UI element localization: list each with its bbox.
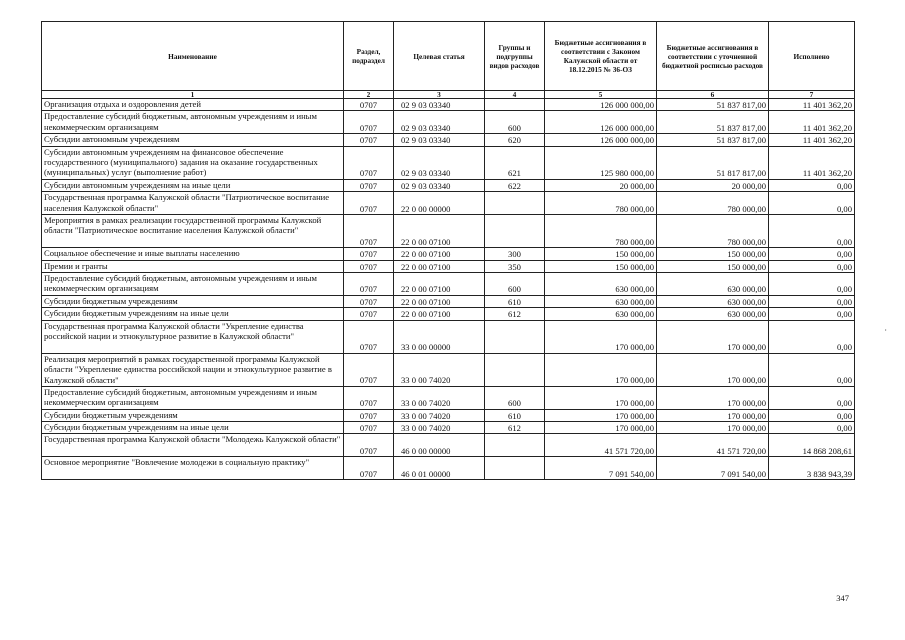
- cell-law: 126 000 000,00: [545, 134, 657, 146]
- cell-executed: 0,00: [769, 353, 855, 386]
- table-row: [42, 111, 855, 134]
- cell-executed: 11 401 362,20: [769, 134, 855, 146]
- cell-name: Предоставление субсидий бюджетным, автономным учреждениям и иным некоммерческим организациям: [42, 272, 344, 295]
- header-target: Целевая статья: [394, 22, 485, 91]
- table-row: [42, 146, 855, 179]
- cell-name: Субсидии автономным учреждениям на финансовое обеспечение государственного (муниципального) задания на оказание государственных (муниципальных) услуг (выполнение работ): [42, 146, 344, 179]
- page-number: 347: [836, 593, 849, 603]
- cell-section: 0707: [344, 192, 394, 215]
- cell-section: 0707: [344, 272, 394, 295]
- table-row: [42, 295, 855, 307]
- table-body: [42, 99, 855, 480]
- cell-refined: 170 000,00: [657, 422, 769, 434]
- cell-name: Премии и гранты: [42, 260, 344, 272]
- cell-name: Субсидии бюджетным учреждениям: [42, 409, 344, 421]
- cell-executed: 0,00: [769, 308, 855, 320]
- cell-section: 0707: [344, 260, 394, 272]
- cell-group: [485, 457, 545, 480]
- cell-refined: 51 837 817,00: [657, 111, 769, 134]
- cell-refined: 170 000,00: [657, 353, 769, 386]
- cell-name: Субсидии бюджетным учреждениям: [42, 295, 344, 307]
- cell-name: Субсидии бюджетным учреждениям на иные цели: [42, 308, 344, 320]
- cell-section: 0707: [344, 214, 394, 247]
- scan-dot: ·: [884, 326, 887, 335]
- cell-group: 600: [485, 272, 545, 295]
- cell-refined: 630 000,00: [657, 295, 769, 307]
- cell-refined: 150 000,00: [657, 248, 769, 260]
- header-name: Наименование: [42, 22, 344, 91]
- cell-name: Основное мероприятие "Вовлечение молодежи в социальную практику": [42, 457, 344, 480]
- cell-refined: 150 000,00: [657, 260, 769, 272]
- cell-executed: 0,00: [769, 422, 855, 434]
- cell-target: 33 0 00 74020: [394, 386, 485, 409]
- table-row: [42, 386, 855, 409]
- cell-executed: 0,00: [769, 320, 855, 353]
- cell-refined: 780 000,00: [657, 192, 769, 215]
- cell-executed: 11 401 362,20: [769, 99, 855, 111]
- cell-law: 170 000,00: [545, 422, 657, 434]
- cell-target: 22 0 00 07100: [394, 295, 485, 307]
- cell-executed: 0,00: [769, 386, 855, 409]
- cell-law: 170 000,00: [545, 353, 657, 386]
- cell-name: Субсидии автономным учреждениям: [42, 134, 344, 146]
- cell-target: 33 0 00 74020: [394, 409, 485, 421]
- cell-section: 0707: [344, 434, 394, 457]
- cell-section: 0707: [344, 409, 394, 421]
- column-number-row: [42, 91, 855, 99]
- table-row: [42, 353, 855, 386]
- budget-table: [41, 21, 855, 480]
- cell-law: 150 000,00: [545, 248, 657, 260]
- table-row: [42, 434, 855, 457]
- cell-section: 0707: [344, 134, 394, 146]
- cell-section: 0707: [344, 248, 394, 260]
- column-number: 2: [344, 91, 394, 99]
- table-row: [42, 308, 855, 320]
- cell-target: 22 0 00 07100: [394, 214, 485, 247]
- cell-refined: 170 000,00: [657, 386, 769, 409]
- cell-target: 22 0 00 00000: [394, 192, 485, 215]
- cell-section: 0707: [344, 422, 394, 434]
- cell-target: 02 9 03 03340: [394, 99, 485, 111]
- cell-target: 33 0 00 00000: [394, 320, 485, 353]
- cell-section: 0707: [344, 353, 394, 386]
- table-row: [42, 99, 855, 111]
- header-law: Бюджетные ассигнования в соответствии с Законом Калужской области от 18.12.2015 № 36-ОЗ: [545, 22, 657, 91]
- table-row: [42, 422, 855, 434]
- cell-group: 300: [485, 248, 545, 260]
- cell-executed: 14 868 208,61: [769, 434, 855, 457]
- cell-group: 350: [485, 260, 545, 272]
- cell-refined: 51 817 817,00: [657, 146, 769, 179]
- cell-group: [485, 320, 545, 353]
- cell-group: [485, 353, 545, 386]
- cell-section: 0707: [344, 99, 394, 111]
- cell-target: 22 0 00 07100: [394, 260, 485, 272]
- column-number: 5: [545, 91, 657, 99]
- cell-law: 7 091 540,00: [545, 457, 657, 480]
- cell-executed: 0,00: [769, 248, 855, 260]
- table-row: [42, 214, 855, 247]
- budget-table-container: [41, 21, 854, 480]
- cell-group: 600: [485, 386, 545, 409]
- cell-group: 600: [485, 111, 545, 134]
- cell-section: 0707: [344, 457, 394, 480]
- cell-law: 170 000,00: [545, 320, 657, 353]
- table-row: [42, 260, 855, 272]
- cell-executed: 0,00: [769, 272, 855, 295]
- cell-group: 621: [485, 146, 545, 179]
- column-number: 4: [485, 91, 545, 99]
- cell-section: 0707: [344, 295, 394, 307]
- cell-section: 0707: [344, 111, 394, 134]
- cell-law: 170 000,00: [545, 386, 657, 409]
- cell-target: 22 0 00 07100: [394, 308, 485, 320]
- cell-name: Государственная программа Калужской области "Молодежь Калужской области": [42, 434, 344, 457]
- column-number: 3: [394, 91, 485, 99]
- header-groups: Группы и подгруппы видов расходов: [485, 22, 545, 91]
- cell-name: Государственная программа Калужской области "Укрепление единства российской нации и этнокультурное развитие в Калужской области": [42, 320, 344, 353]
- column-number: 1: [42, 91, 344, 99]
- header-row: [42, 22, 855, 91]
- column-number: 6: [657, 91, 769, 99]
- cell-executed: 0,00: [769, 214, 855, 247]
- cell-refined: 170 000,00: [657, 409, 769, 421]
- cell-law: 780 000,00: [545, 192, 657, 215]
- cell-law: 41 571 720,00: [545, 434, 657, 457]
- table-row: [42, 179, 855, 191]
- cell-group: [485, 214, 545, 247]
- cell-refined: 51 837 817,00: [657, 99, 769, 111]
- cell-executed: 11 401 362,20: [769, 146, 855, 179]
- cell-law: 630 000,00: [545, 308, 657, 320]
- cell-group: [485, 434, 545, 457]
- cell-refined: 41 571 720,00: [657, 434, 769, 457]
- cell-name: Государственная программа Калужской области "Патриотическое воспитание населения Калужской области": [42, 192, 344, 215]
- cell-law: 125 980 000,00: [545, 146, 657, 179]
- cell-name: Предоставление субсидий бюджетным, автономным учреждениям и иным некоммерческим организациям: [42, 111, 344, 134]
- cell-refined: 51 837 817,00: [657, 134, 769, 146]
- cell-executed: 0,00: [769, 179, 855, 191]
- cell-group: 620: [485, 134, 545, 146]
- cell-refined: 630 000,00: [657, 308, 769, 320]
- cell-target: 02 9 03 03340: [394, 179, 485, 191]
- table-row: [42, 272, 855, 295]
- cell-executed: 0,00: [769, 260, 855, 272]
- cell-section: 0707: [344, 146, 394, 179]
- cell-section: 0707: [344, 179, 394, 191]
- cell-name: Реализация мероприятий в рамках государственной программы Калужской области "Укрепление единства российской нации и этнокультурное развитие в Калужской области": [42, 353, 344, 386]
- cell-target: 02 9 03 03340: [394, 146, 485, 179]
- table-row: [42, 134, 855, 146]
- table-row: [42, 248, 855, 260]
- cell-refined: 7 091 540,00: [657, 457, 769, 480]
- cell-law: 126 000 000,00: [545, 111, 657, 134]
- cell-law: 780 000,00: [545, 214, 657, 247]
- cell-name: Субсидии бюджетным учреждениям на иные цели: [42, 422, 344, 434]
- cell-group: 610: [485, 409, 545, 421]
- cell-section: 0707: [344, 308, 394, 320]
- table-row: [42, 457, 855, 480]
- cell-target: 02 9 03 03340: [394, 111, 485, 134]
- cell-group: 610: [485, 295, 545, 307]
- table-row: [42, 409, 855, 421]
- cell-target: 02 9 03 03340: [394, 134, 485, 146]
- cell-executed: 0,00: [769, 192, 855, 215]
- cell-target: 46 0 01 00000: [394, 457, 485, 480]
- cell-target: 22 0 00 07100: [394, 272, 485, 295]
- cell-group: 622: [485, 179, 545, 191]
- table-row: [42, 320, 855, 353]
- cell-target: 46 0 00 00000: [394, 434, 485, 457]
- cell-section: 0707: [344, 320, 394, 353]
- cell-law: 20 000,00: [545, 179, 657, 191]
- cell-group: [485, 192, 545, 215]
- cell-target: 22 0 00 07100: [394, 248, 485, 260]
- cell-target: 33 0 00 74020: [394, 353, 485, 386]
- header-section: Раздел, подраздел: [344, 22, 394, 91]
- header-refined: Бюджетные ассигнования в соответствии с уточненной бюджетной росписью расходов: [657, 22, 769, 91]
- cell-refined: 170 000,00: [657, 320, 769, 353]
- cell-executed: 0,00: [769, 409, 855, 421]
- cell-executed: 11 401 362,20: [769, 111, 855, 134]
- cell-refined: 20 000,00: [657, 179, 769, 191]
- cell-refined: 630 000,00: [657, 272, 769, 295]
- cell-law: 170 000,00: [545, 409, 657, 421]
- cell-executed: 0,00: [769, 295, 855, 307]
- cell-name: Субсидии автономным учреждениям на иные цели: [42, 179, 344, 191]
- cell-section: 0707: [344, 386, 394, 409]
- cell-executed: 3 838 943,39: [769, 457, 855, 480]
- cell-name: Предоставление субсидий бюджетным, автономным учреждениям и иным некоммерческим организациям: [42, 386, 344, 409]
- cell-group: [485, 99, 545, 111]
- cell-law: 126 000 000,00: [545, 99, 657, 111]
- header-executed: Исполнено: [769, 22, 855, 91]
- cell-name: Социальное обеспечение и иные выплаты населению: [42, 248, 344, 260]
- cell-group: 612: [485, 308, 545, 320]
- cell-law: 630 000,00: [545, 272, 657, 295]
- cell-refined: 780 000,00: [657, 214, 769, 247]
- cell-law: 150 000,00: [545, 260, 657, 272]
- cell-group: 612: [485, 422, 545, 434]
- column-number: 7: [769, 91, 855, 99]
- cell-name: Организация отдыха и оздоровления детей: [42, 99, 344, 111]
- cell-name: Мероприятия в рамках реализации государственной программы Калужской области "Патриотическое воспитание населения Калужской области": [42, 214, 344, 247]
- table-row: [42, 192, 855, 215]
- cell-target: 33 0 00 74020: [394, 422, 485, 434]
- cell-law: 630 000,00: [545, 295, 657, 307]
